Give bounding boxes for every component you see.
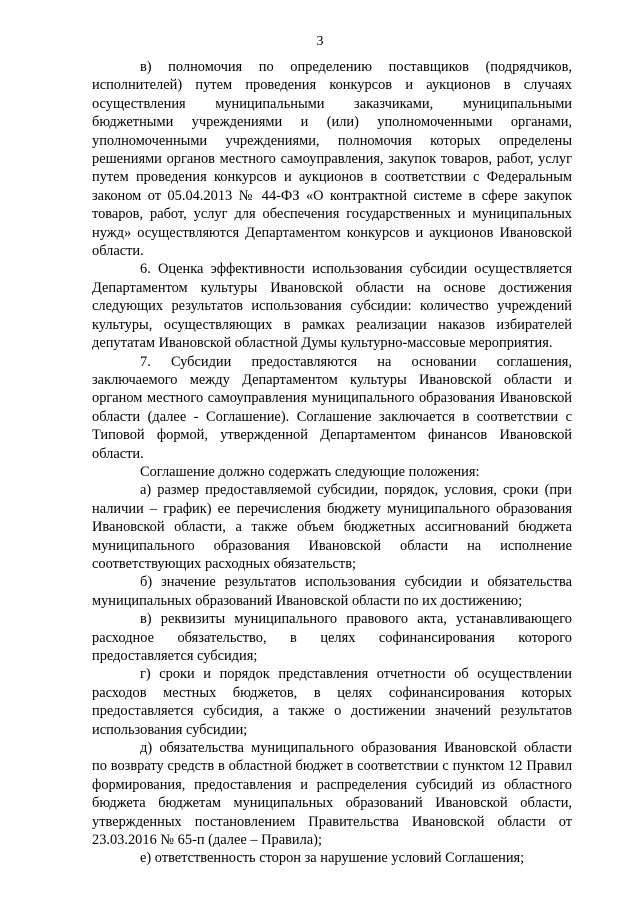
paragraph-e-responsibility: е) ответственность сторон за нарушение условий Соглашения; [140,850,525,867]
paragraph-agreement-provisions-intro: Соглашение должно содержать следующие положения: [140,463,480,480]
paragraph-b-results-values: б) значение результатов использования субсидии и обязательства муниципальных образований Ивановской области по их достижению; [92,574,572,609]
paragraph-7-subsidy-agreement: 7. Субсидии предоставляются на основании соглашения, заключаемого между Департаментом культуры Ивановской области и органом местного самоуправления муниципального образования Ивановской области (далее - Соглашение). Соглашение заключается в соответствии с Типовой формой, утвержденной Департаментом финансов Ивановской области. [92,353,572,462]
paragraph-v-legal-act-details: в) реквизиты муниципального правового акта, устанавливающего расходное обязательство, в целях софинансирования которого предоставляется субсидия; [92,611,572,664]
paragraph-g-reporting-terms: г) сроки и порядок представления отчетности об осуществлении расходов местных бюджетов, в целях софинансирования которых предоставляется субсидия, а также о достижении значений результатов использования субсидии; [92,666,572,738]
paragraph-a-subsidy-amount: а) размер предоставляемой субсидии, порядок, условия, сроки (при наличии – график) ее перечисления бюджету муниципального образования Ивановской области, а также объем бюджетных ассигнований бюджета муниципального образования Ивановской области на исполнение соответствующих расходных обязательств; [92,482,572,572]
paragraph-d-refund-obligations: д) обязательства муниципального образования Ивановской области по возврату средств в областной бюджет в соответствии с пунктом 12 Правил формирования, предоставления и распределения субсидий из областного бюджета бюджетам муниципальных образований Ивановской области, утвержденных постановлением Правительства Ивановской области от 23.03.2016 № 65-п (далее – Правила); [92,740,572,849]
page-number: 3 [316,34,324,49]
document-body [92,58,572,868]
paragraph-v-procurement-powers: в) полномочия по определению поставщиков (подрядчиков, исполнителей) путем проведения конкурсов и аукционов в случаях осуществления муниципальными заказчиками, муниципальными бюджетными учреждениями и (или) уполномоченными органами, уполномоченными учреждениями, полномочия которых определены решениями органов местного самоуправления, закупок товаров, работ, услуг путем проведения конкурсов и аукционов в соответствии с Федеральным законом от 05.04.2013 № 44-ФЗ «О контрактной системе в сфере закупок товаров, работ, услуг для обеспечения государственных и муниципальных нужд» осуществляются Департаментом конкурсов и аукционов Ивановской области. [92,59,572,260]
paragraph-6-efficiency-evaluation: 6. Оценка эффективности использования субсидии осуществляется Департаментом культуры Ивановской области на основе достижения следующих результатов использования субсидии: количество учреждений культуры, осуществляющих в рамках реализации наказов избирателей депутатам Ивановской областной Думы культурно-массовые мероприятия. [92,261,572,352]
